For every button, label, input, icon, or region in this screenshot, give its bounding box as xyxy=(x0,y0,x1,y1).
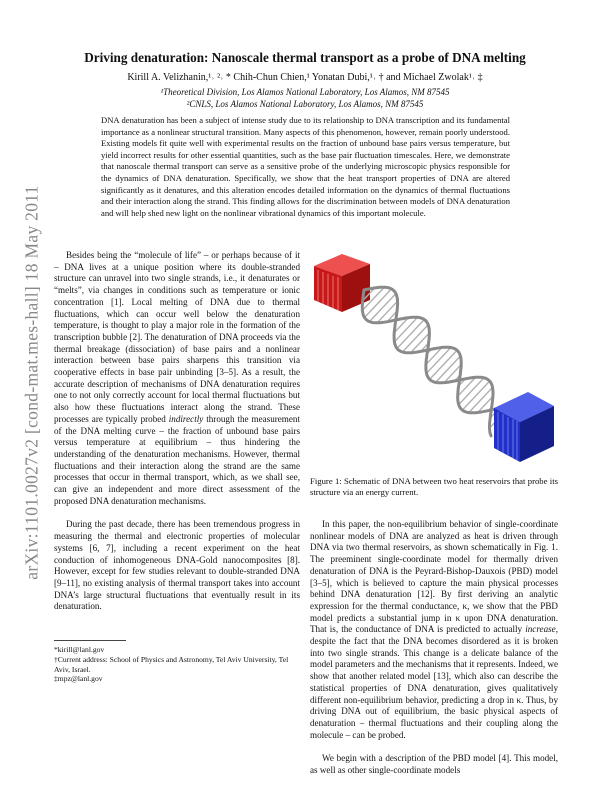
figure-caption: Figure 1: Schematic of DNA between two heat reservoirs that probe its structure via an energy current. xyxy=(310,476,558,498)
paper-title: Driving denaturation: Nanoscale thermal transport as a probe of DNA melting xyxy=(84,50,526,65)
cold-reservoir xyxy=(494,392,554,462)
dna-double-helix xyxy=(362,287,517,436)
arxiv-stamp: arXiv:1101.0027v2 [cond-mat.mes-hall] 18 May 2011 xyxy=(21,185,42,580)
affiliation-1: ¹Theoretical Division, Los Alamos National Laboratory, Los Alamos, NM 87545 xyxy=(160,87,450,97)
author-list: Kirill A. Velizhanin,¹˒ ²˒ * Chih-Chun Chien,¹ Yonatan Dubi,¹˒ † and Michael Zwolak¹˒ ‡ xyxy=(127,72,483,83)
footnotes xyxy=(54,645,300,684)
footnote-rule xyxy=(54,640,126,641)
right-column xyxy=(310,519,558,789)
left-column xyxy=(54,250,300,625)
paragraph-intro: Besides being the “molecule of life” – or perhaps because of it – DNA lives at a unique position where its double-stranded structure can unravel into two single strands, i.e., it denaturates or “melts”, via changes in conditions such as temperature or ionic concentration [1]. Local melting of DNA due to thermal fluctuations, which can occur well below the denaturation temperature, is thought to play a major role in the formation of the transcription bubble [2]. The denaturation of DNA proceeds via the thermal breakage (dissociation) of base pairs and a nonlinear interaction between base pairs sharpens this transition via cooperative effects in base pair unbinding [3–5]. As a result, the accurate description of mechanisms of DNA denaturation requires one to not only correctly account for local thermal fluctuations but also how these fluctuations interact along the strand. These processes are typically probed indirectly through the measurement of the DNA melting curve – the fraction of unbound base pairs versus temperature at equilibrium – thus hindering the understanding of the denaturation mechanisms. However, thermal fluctuations and their interaction along the strand are the same processes that occur in thermal transport, which, as we shall see, can give an independent and more direct assessment of the proposed DNA denaturation mechanisms. xyxy=(54,250,300,506)
footnote-email-2: ‡mpz@lanl.gov xyxy=(54,674,103,684)
footnote-email-1: *kirill@lanl.gov xyxy=(54,645,105,654)
footnote-address: †Current address: School of Physics and Astronomy, Tel Aviv University, Tel Aviv, Israel. xyxy=(54,654,289,674)
paragraph-pbd-model: We begin with a description of the PBD model [4]. This model, as well as other single-coordinate models xyxy=(310,753,558,776)
figure-dna-reservoirs xyxy=(314,250,554,470)
abstract: DNA denaturation has been a subject of intense study due to its relationship to DNA transcription and its fundamental importance as a nonlinear structural transition. Many aspects of this phenomenon, however, remain poorly understood. Existing models fit quite well with experimental results on the fraction of unbound base pairs versus temperature, but yield incorrect results for other essential quantities, such as the base pair fluctuation timescales. Here, we demonstrate that nanoscale thermal transport can serve as a sensitive probe of the underlying microscopic physics responsible for the dynamics of DNA denaturation. Specifically, we show that the heat transport properties of DNA are altered significantly as it denatures, and this alteration encodes detailed information on the dynamics of thermal fluctuations and their interaction along the strand. This finding allows for the discrimination between models of DNA denaturation and will help shed new light on the nonlinear vibrational dynamics of this important molecule. xyxy=(101,115,510,218)
paragraph-progress: During the past decade, there has been tremendous progress in measuring the thermal and electronic properties of molecular systems [6, 7], including a recent experiment on the heat conduction of inhomogeneous DNA-Gold nanocomposites [8]. However, except for few studies relevant to double-stranded DNA [9–11], no existing analysis of thermal transport takes into account DNA’s large structural fluctuations that eventually result in its denaturation. xyxy=(54,519,300,612)
affiliation-2: ²CNLS, Los Alamos National Laboratory, Los Alamos, NM 87545 xyxy=(186,99,424,109)
paragraph-this-paper: In this paper, the non-equilibrium behavior of single-coordinate nonlinear models of DNA are analyzed as heat is driven through DNA via two thermal reservoirs, as shown schematically in Fig. 1. The preeminent single-coordinate model for thermally driven denaturation of DNA is the Peyrard-Bishop-Dauxois (PBD) model [3–5], which is believed to capture the main physical processes behind DNA denaturation [12]. By first deriving an analytic expression for the thermal conductance, κ, we show that the PBD model predicts a substantial jump in κ upon DNA denaturation. That is, the conductance of DNA is predicted to actually increase, despite the fact that the DNA becomes disordered as it is broken into two single strands. This change is a delicate balance of the model parameters and the mechanisms that it represents. Indeed, we show that another related model [13], which also can describe the statistical properties of DNA denaturation, gives qualitatively different non-equilibrium behavior, predicting a drop in κ. Thus, by driving DNA out of equilibrium, the basic physical aspects of denaturation – thermal fluctuations and their coupling along the molecule – can be probed. xyxy=(310,519,558,740)
